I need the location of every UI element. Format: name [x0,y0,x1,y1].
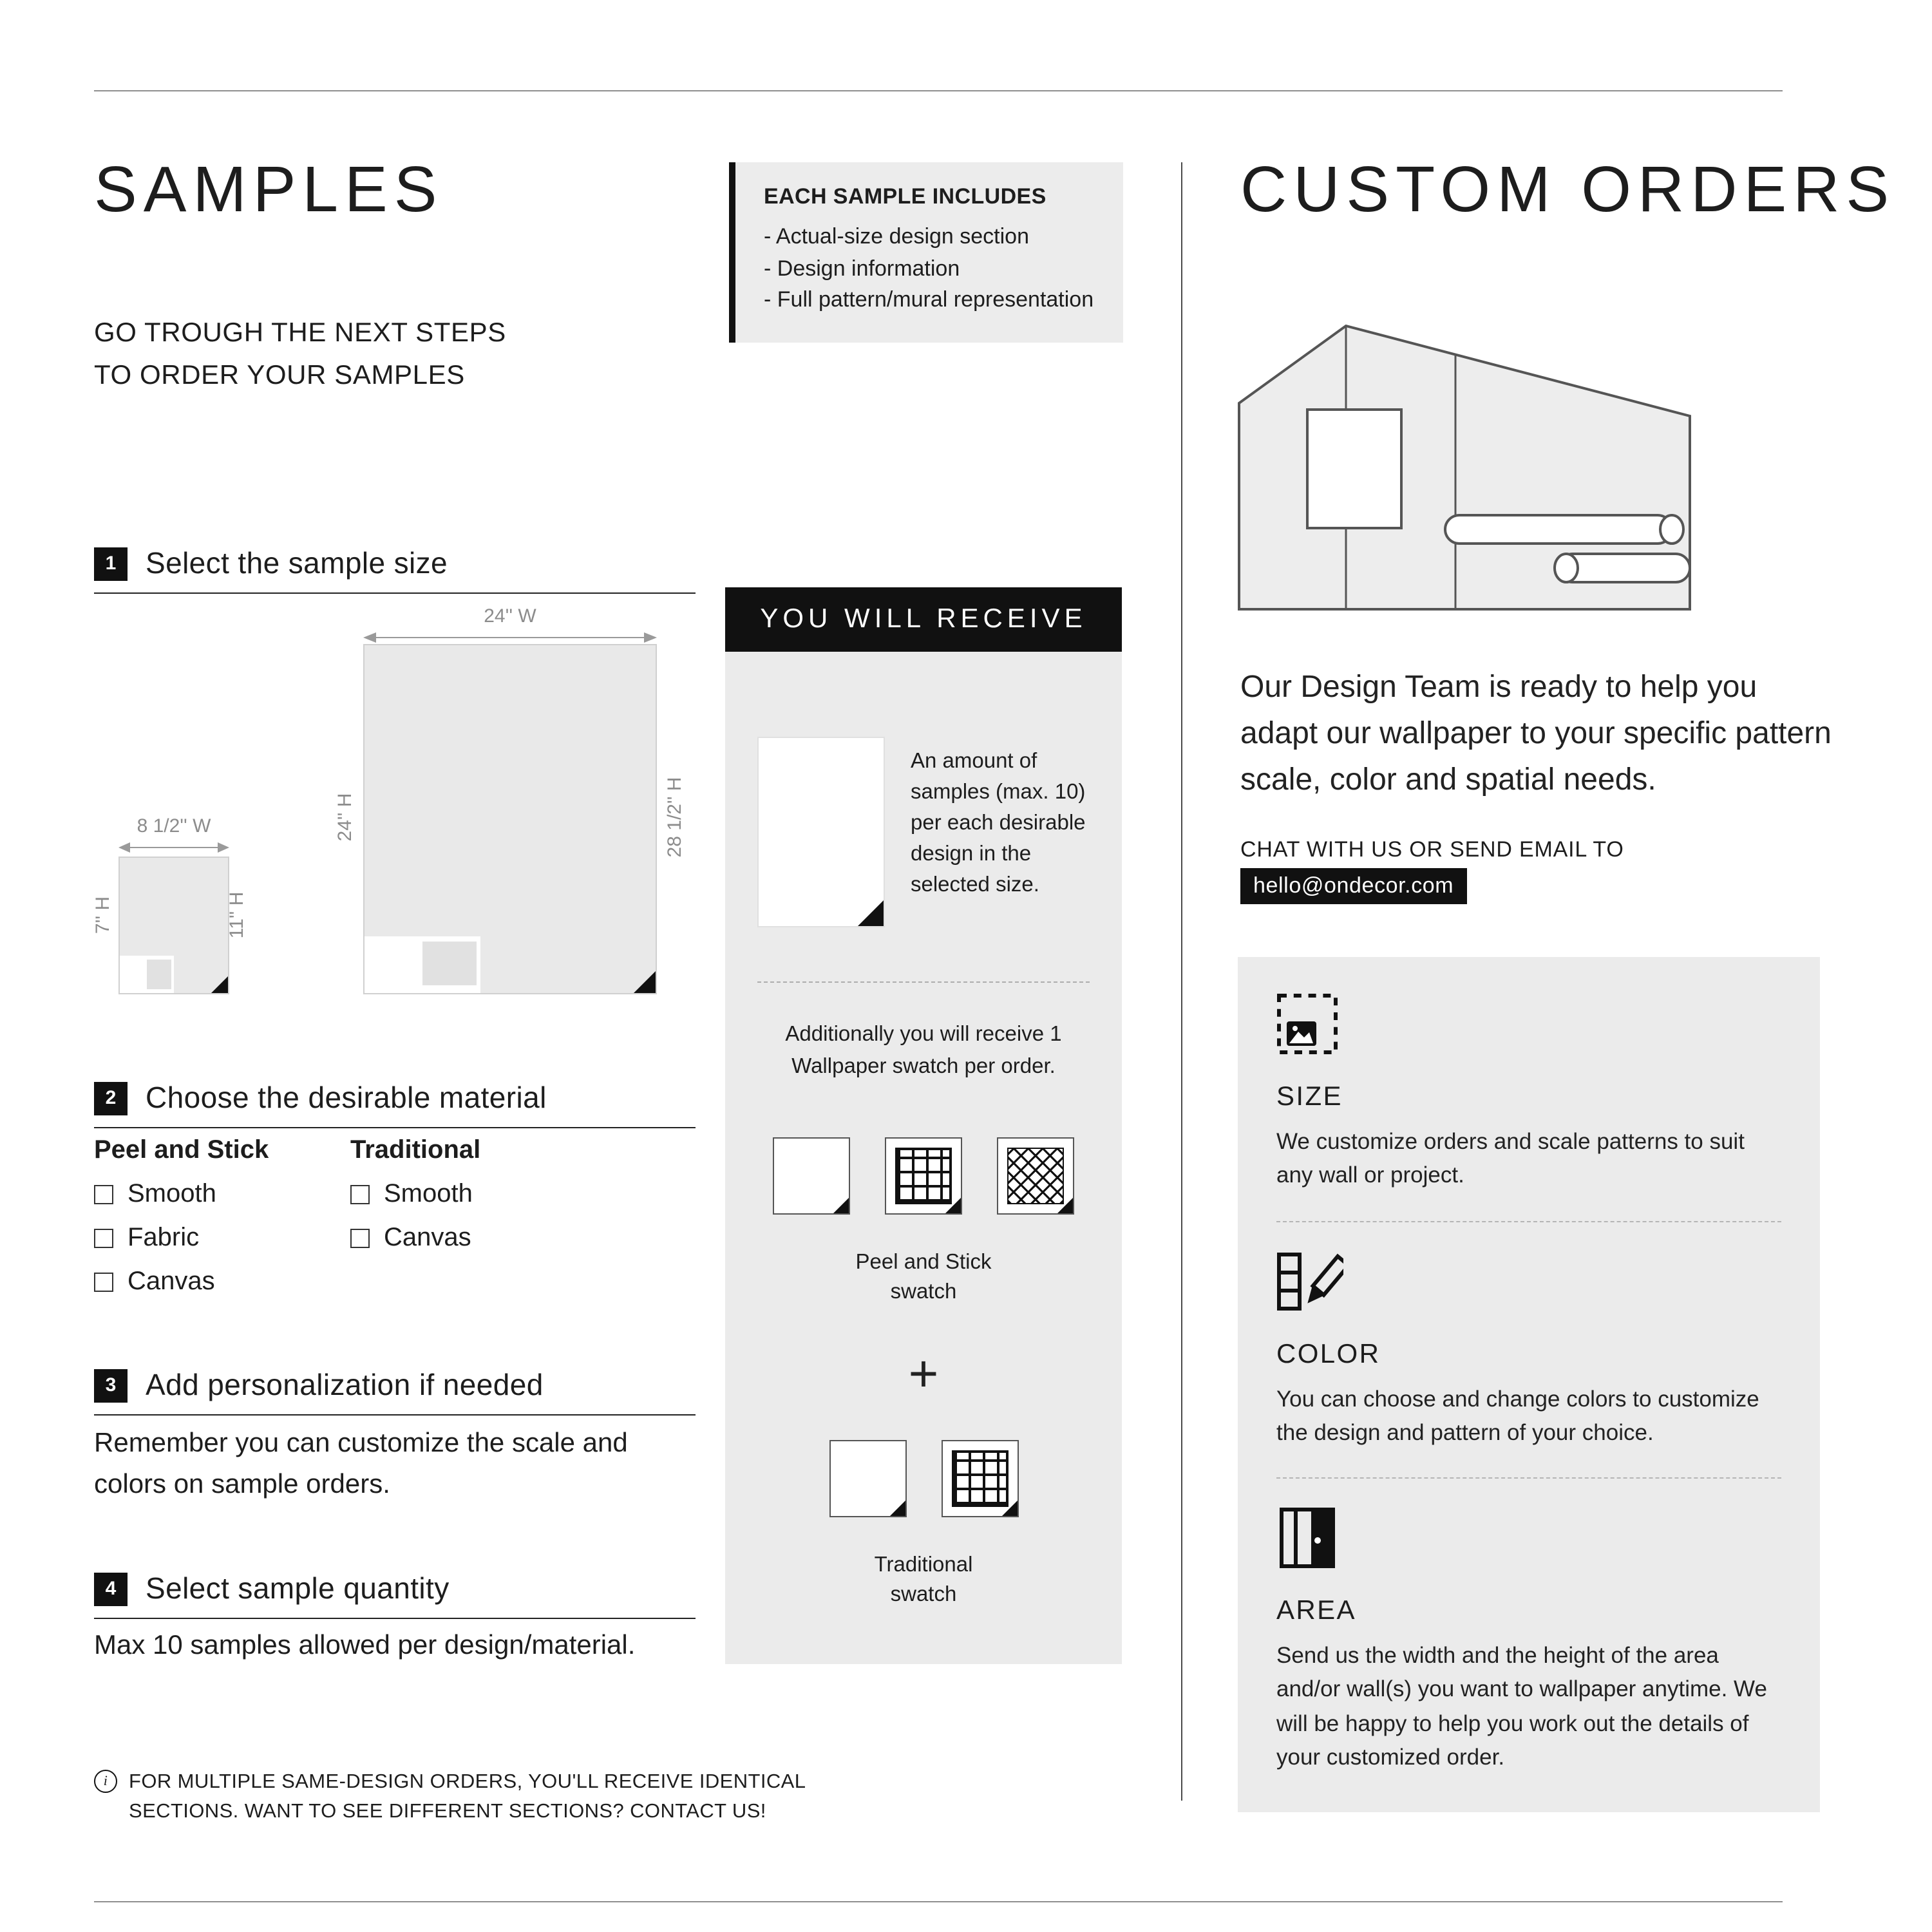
step-1-header [94,546,696,594]
inset-swatch [422,942,477,985]
samples-intro-line1: GO TROUGH THE NEXT STEPS [94,318,506,348]
step-4-number: 4 [94,1572,128,1605]
email-link[interactable]: hello@ondecor.com [1240,868,1466,904]
samples-amount-text: An amount of samples (max. 10) per each desirable design in the selected size. [911,750,1086,896]
option-peel-fabric[interactable] [94,1224,350,1253]
traditional-swatch-row [757,1439,1090,1517]
crosshatch-swatch-icon [997,1137,1074,1214]
includes-box [729,162,1123,343]
option-label: Smooth [128,1180,216,1208]
option-peel-smooth[interactable] [94,1180,350,1209]
blank-swatch-icon [829,1439,906,1517]
sample-page-icon [757,737,885,927]
folded-corner-icon [945,1197,961,1213]
top-divider [94,90,1783,91]
feature-color-heading: COLOR [1276,1339,1381,1368]
step-3-header [94,1368,696,1416]
folded-corner-icon [634,971,656,993]
bottom-divider [94,1901,1783,1902]
includes-title: EACH SAMPLE INCLUDES [764,184,1046,209]
large-height-right-label: 28 1/2'' H [664,777,686,858]
blank-swatch-icon [773,1137,850,1214]
feature-area-text: Send us the width and the height of the area and/or wall(s) you want to wallpaper anytime. We will be happy to help you work out the details of your customized order. [1276,1642,1767,1770]
peel-and-stick-title: Peel and Stick [94,1136,269,1164]
step-4-text: Max 10 samples allowed per design/material. [94,1631,636,1660]
custom-intro-text: Our Design Team is ready to help you adapt our wallpaper to your specific pattern scale, color and spatial needs. [1240,670,1832,797]
checkbox-icon[interactable] [94,1185,113,1204]
peel-and-stick-column [94,1136,350,1297]
step-1-label: Select the sample size [146,546,448,580]
feature-area-heading: AREA [1276,1596,1356,1625]
custom-orders-title: CUSTOM ORDERS [1240,153,1896,225]
samples-title: SAMPLES [94,153,444,225]
traditional-column [350,1136,480,1297]
traditional-title: Traditional [350,1136,481,1164]
dashed-divider [1276,1220,1781,1222]
step-1-number: 1 [94,547,128,580]
option-label: Canvas [128,1267,215,1296]
step-4-label: Select sample quantity [146,1571,450,1605]
color-icon [1276,1250,1343,1312]
grid-swatch-icon [885,1137,962,1214]
house-wallpaper-illustration [1236,322,1694,625]
large-width-label: 24'' W [484,605,536,627]
footnote-line2: SECTIONS. WANT TO SEE DIFFERENT SECTIONS? CONTACT US! [129,1801,766,1823]
additional-swatch-text: Additionally you will receive 1 Wallpaper swatch per order. [785,1023,1062,1078]
large-sample-rect [363,644,657,994]
you-will-receive-panel [725,652,1122,1664]
email-chip-wrap [1240,868,1466,904]
small-sample-inset [120,956,174,993]
area-icon [1276,1507,1338,1569]
samples-intro-line2: TO ORDER YOUR SAMPLES [94,360,465,390]
checkbox-icon[interactable] [350,1229,370,1248]
feature-size-text: We customize orders and scale patterns to suit any wall or project. [1276,1128,1745,1188]
crosshatch-pattern [1007,1147,1064,1204]
option-traditional-canvas[interactable] [350,1224,480,1253]
dashed-divider [757,981,1090,983]
option-label: Smooth [384,1180,473,1208]
option-label: Fabric [128,1224,200,1252]
step-4-header [94,1571,696,1619]
footnote [94,1767,918,1827]
info-icon: i [94,1770,117,1793]
option-label: Canvas [384,1224,471,1252]
peel-swatch-caption: Peel and Stick swatch [855,1250,992,1303]
width-dimension-arrow [118,841,229,854]
samples-intro [94,313,506,397]
width-dimension-arrow [363,631,657,644]
includes-item: - Full pattern/mural representation [764,287,1094,312]
chat-label: CHAT WITH US OR SEND EMAIL TO [1240,837,1624,862]
step-3-label: Add personalization if needed [146,1368,544,1401]
feature-color-text: You can choose and change colors to customize the design and pattern of your choice. [1276,1385,1759,1445]
folded-corner-icon [833,1197,849,1213]
small-width-label: 8 1/2'' W [137,815,211,837]
feature-size-heading: SIZE [1276,1082,1343,1112]
inset-swatch [147,960,171,989]
footnote-line1: FOR MULTIPLE SAME-DESIGN ORDERS, YOU'LL RECEIVE IDENTICAL [129,1771,806,1793]
custom-features-panel [1238,957,1820,1812]
folded-corner-icon [889,1500,905,1515]
folded-corner-icon [858,900,884,926]
step-3-text: Remember you can customize the scale and colors on sample orders. [94,1428,628,1499]
peel-swatch-row [757,1137,1090,1214]
traditional-swatch-caption: Traditional swatch [874,1553,973,1606]
grid-pattern [895,1147,952,1204]
size-icon [1276,993,1338,1055]
footnote-text [129,1767,806,1827]
step-3-number: 3 [94,1368,128,1402]
sample-size-diagram [94,605,738,1043]
large-sample-inset [365,936,480,993]
includes-item: - Actual-size design section [764,224,1029,249]
includes-item: - Design information [764,256,960,281]
option-peel-canvas[interactable] [94,1267,350,1297]
grid-swatch-icon [941,1439,1018,1517]
dashed-divider [1276,1477,1781,1479]
step-2-label: Choose the desirable material [146,1081,547,1114]
grid-pattern [951,1450,1008,1506]
large-height-left-label: 24'' H [334,793,356,842]
step-2-number: 2 [94,1081,128,1115]
small-height-left-label: 7'' H [92,896,114,934]
option-traditional-smooth[interactable] [350,1180,480,1209]
you-will-receive-header: YOU WILL RECEIVE [725,587,1122,652]
plus-sign: + [908,1345,939,1403]
folded-corner-icon [211,976,228,993]
small-sample-rect [118,857,229,994]
materials-columns [94,1136,480,1297]
folded-corner-icon [1057,1197,1073,1213]
checkbox-icon[interactable] [94,1273,113,1292]
column-divider [1181,162,1182,1801]
checkbox-icon[interactable] [94,1229,113,1248]
checkbox-icon[interactable] [350,1185,370,1204]
folded-corner-icon [1001,1500,1017,1515]
step-2-header [94,1081,696,1128]
samples-amount-row [757,652,1090,927]
small-height-right-label: 11'' H [226,891,248,939]
